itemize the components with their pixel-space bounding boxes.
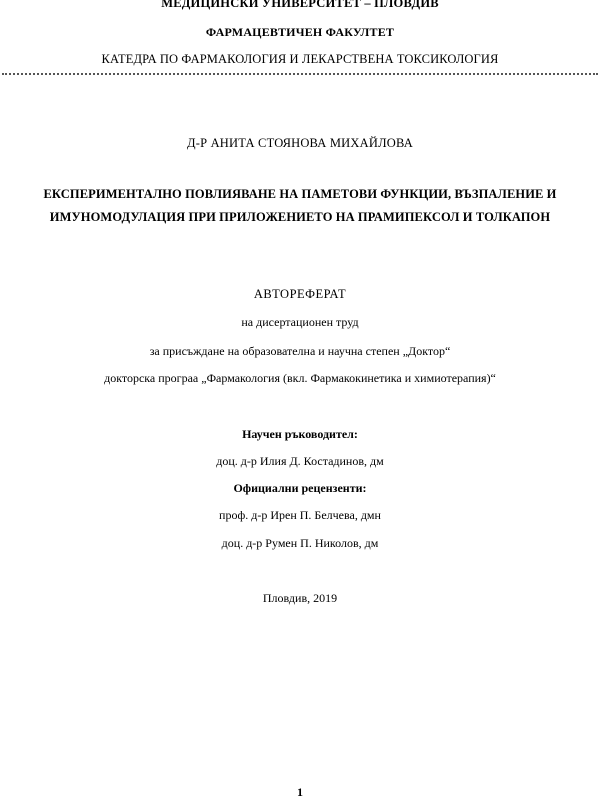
department-name: КАТЕДРА ПО ФАРМАКОЛОГИЯ И ЛЕКАРСТВЕНА ТОКСИКОЛОГИЯ <box>101 52 499 66</box>
document-type-line-3: докторска програа „Фармакология (вкл. Фармакокинетика и химиотерапия)“ <box>104 371 496 385</box>
place-and-year: Пловдив, 2019 <box>262 591 338 605</box>
thesis-title-line-2: ИМУНОМОДУЛАЦИЯ ПРИ ПРИЛОЖЕНИЕТО НА ПРАМИПЕКСОЛ И ТОЛКАПОН <box>49 210 551 224</box>
supervisor-name: доц. д-р Илия Д. Костадинов, дм <box>216 454 384 468</box>
supervisor-label: Научен ръководител: <box>242 427 358 441</box>
faculty-name: ФАРМАЦЕВТИЧЕН ФАКУЛТЕТ <box>205 25 395 39</box>
thesis-title-line-1: ЕКСПЕРИМЕНТАЛНО ПОВЛИЯВАНЕ НА ПАМЕТОВИ ФУНКЦИИ, ВЪЗПАЛЕНИЕ И <box>43 187 557 201</box>
document-type-heading: АВТОРЕФЕРАТ <box>253 287 347 301</box>
document-type-line-1: на дисертационен труд <box>241 315 359 329</box>
reviewer-name: проф. д-р Ирен П. Белчева, дмн <box>219 508 381 522</box>
header-divider <box>2 73 598 75</box>
author-name: Д-Р АНИТА СТОЯНОВА МИХАЙЛОВА <box>187 136 413 150</box>
page-number: 1 <box>297 785 303 799</box>
reviewer-name: доц. д-р Румен П. Николов, дм <box>221 536 379 550</box>
reviewers-label: Официални рецензенти: <box>233 481 367 495</box>
university-name: МЕДИЦИНСКИ УНИВЕРСИТЕТ – ПЛОВДИВ <box>161 0 439 10</box>
document-type-line-2: за присъждане на образователна и научна степен „Доктор“ <box>149 344 451 358</box>
